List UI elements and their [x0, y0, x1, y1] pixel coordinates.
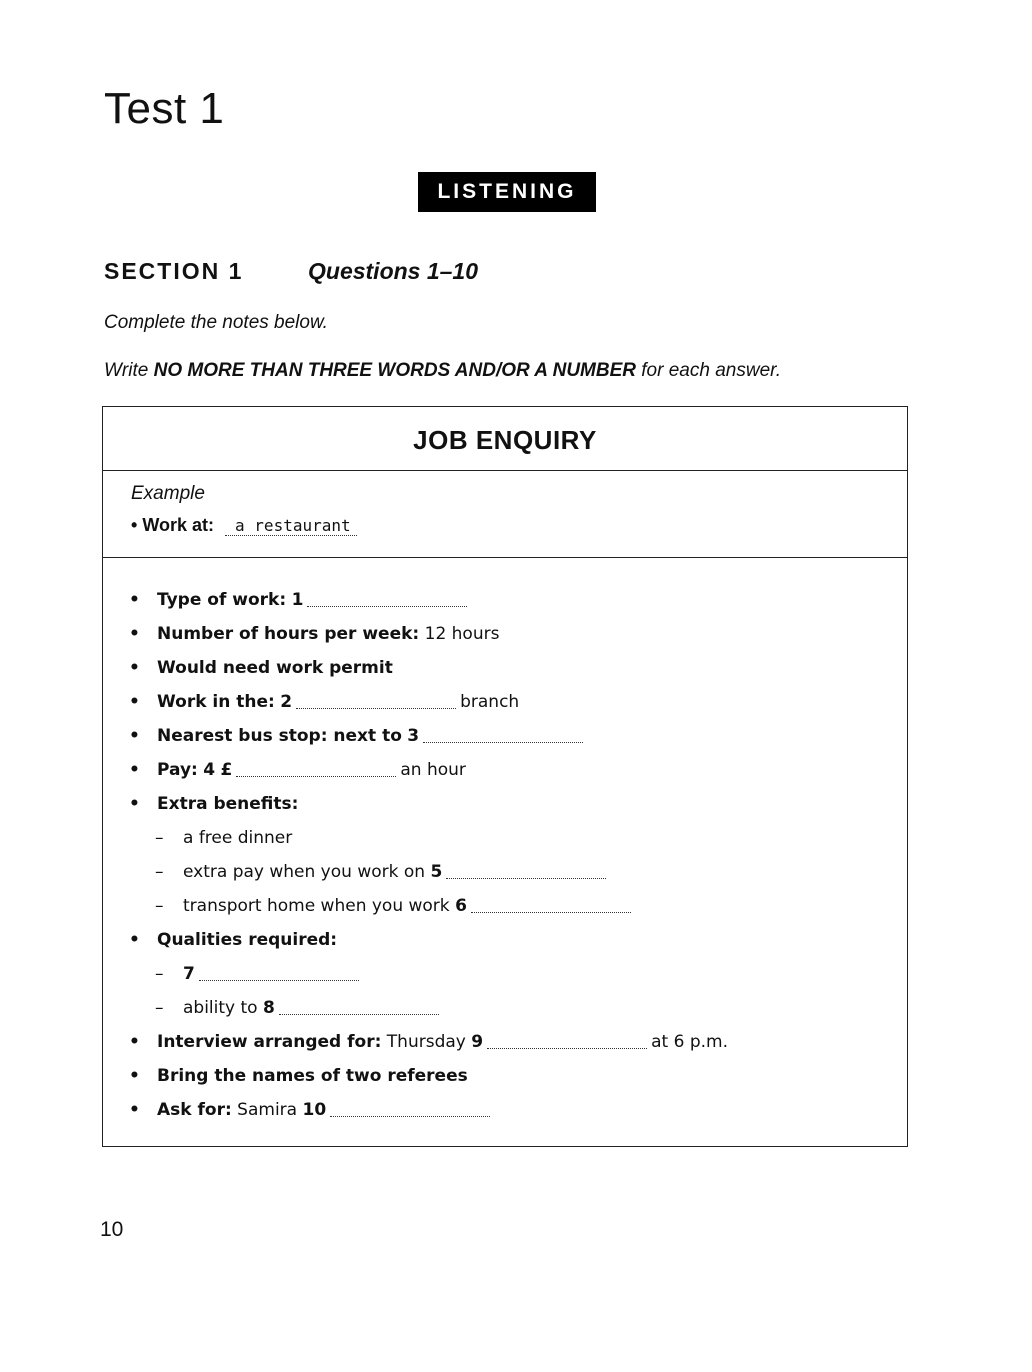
sub-item-text: extra pay when you work on	[183, 862, 426, 882]
sub-item-text: a free dinner	[183, 828, 293, 848]
dash-icon: –	[155, 862, 164, 882]
bullet-icon: •	[131, 515, 138, 535]
sub-item-quality-7	[129, 957, 869, 991]
item-suffix: an hour	[400, 760, 466, 780]
item-suffix: branch	[460, 692, 520, 712]
answer-blank-5[interactable]	[446, 866, 606, 879]
answer-blank-3[interactable]	[423, 730, 583, 743]
sub-item-text: transport home when you work	[183, 896, 450, 916]
currency-symbol: £	[220, 760, 233, 780]
list-item-qualities	[129, 923, 869, 957]
bullet-icon: •	[129, 692, 140, 712]
question-number: 8	[262, 998, 275, 1018]
dash-icon: –	[155, 998, 164, 1018]
item-label: Nearest bus stop: next to	[157, 726, 402, 746]
sub-item-transport	[129, 889, 869, 923]
instruction-complete-notes: Complete the notes below.	[104, 312, 328, 333]
list-item-hours	[129, 617, 869, 651]
notes-list	[129, 583, 869, 1127]
list-item-ask-for	[129, 1093, 869, 1127]
bullet-icon: •	[129, 590, 140, 610]
divider	[103, 470, 907, 471]
bullet-icon: •	[129, 794, 140, 814]
item-label: Type of work:	[157, 590, 287, 610]
list-item-type-of-work	[129, 583, 869, 617]
question-number: 2	[280, 692, 293, 712]
question-number: 9	[471, 1032, 484, 1052]
item-label: Extra benefits:	[157, 794, 299, 814]
listening-badge: LISTENING	[418, 172, 596, 212]
bullet-icon: •	[129, 624, 140, 644]
item-value: Thursday	[386, 1032, 466, 1052]
answer-blank-4[interactable]	[236, 764, 396, 777]
question-number: 10	[302, 1100, 327, 1120]
example-answer: a restaurant	[225, 516, 357, 536]
question-number: 3	[407, 726, 420, 746]
dash-icon: –	[155, 964, 164, 984]
bullet-icon: •	[129, 1032, 140, 1052]
item-label: Would need work permit	[157, 658, 393, 678]
question-number: 7	[183, 964, 195, 984]
divider	[103, 557, 907, 558]
item-value: Samira	[237, 1100, 298, 1120]
sub-item-text: ability to	[183, 998, 258, 1018]
list-item-pay	[129, 753, 869, 787]
question-number: 5	[430, 862, 443, 882]
list-item-work-in	[129, 685, 869, 719]
page-number: 10	[100, 1218, 124, 1241]
list-item-bus-stop	[129, 719, 869, 753]
example-field-label: Work at:	[142, 515, 215, 535]
section-heading	[104, 258, 478, 285]
job-enquiry-notes-box	[102, 406, 908, 1147]
answer-blank-6[interactable]	[471, 900, 631, 913]
item-label: Bring the names of two referees	[157, 1066, 468, 1086]
item-label: Interview arranged for:	[157, 1032, 382, 1052]
item-label: Number of hours per week:	[157, 624, 420, 644]
bullet-icon: •	[129, 726, 140, 746]
list-item-benefits	[129, 787, 869, 821]
item-suffix: at 6 p.m.	[651, 1032, 728, 1052]
test-title: Test 1	[104, 84, 225, 133]
dash-icon: –	[155, 896, 164, 916]
bullet-icon: •	[129, 930, 140, 950]
answer-blank-9[interactable]	[487, 1036, 647, 1049]
section-questions: Questions 1–10	[308, 258, 479, 284]
example-label: Example	[131, 483, 205, 504]
answer-blank-7[interactable]	[199, 968, 359, 981]
bullet-icon: •	[129, 658, 140, 678]
bullet-icon: •	[129, 1066, 140, 1086]
item-value: 12 hours	[424, 624, 500, 644]
section-label: SECTION 1	[104, 258, 244, 284]
notes-title: JOB ENQUIRY	[413, 425, 597, 455]
sub-item-extra-pay	[129, 855, 869, 889]
instruction-suffix: for each answer.	[636, 360, 782, 381]
bullet-icon: •	[129, 1100, 140, 1120]
instruction-word-limit	[104, 360, 781, 382]
answer-blank-8[interactable]	[279, 1002, 439, 1015]
instruction-bold: NO MORE THAN THREE WORDS AND/OR A NUMBER	[153, 360, 636, 381]
answer-blank-1[interactable]	[307, 594, 467, 607]
item-label: Work in the:	[157, 692, 275, 712]
sub-item-ability	[129, 991, 869, 1025]
instruction-prefix: Write	[104, 360, 154, 381]
list-item-referees	[129, 1059, 869, 1093]
sub-item-free-dinner	[129, 821, 869, 855]
question-number: 4	[203, 760, 216, 780]
bullet-icon: •	[129, 760, 140, 780]
question-number: 6	[455, 896, 467, 916]
list-item-interview	[129, 1025, 869, 1059]
dash-icon: –	[155, 828, 164, 848]
answer-blank-2[interactable]	[296, 696, 456, 709]
answer-blank-10[interactable]	[330, 1104, 490, 1117]
list-item-permit	[129, 651, 869, 685]
item-label: Pay:	[157, 760, 198, 780]
item-label: Qualities required:	[157, 930, 338, 950]
example-row	[131, 515, 357, 536]
item-label: Ask for:	[157, 1100, 232, 1120]
question-number: 1	[291, 590, 304, 610]
